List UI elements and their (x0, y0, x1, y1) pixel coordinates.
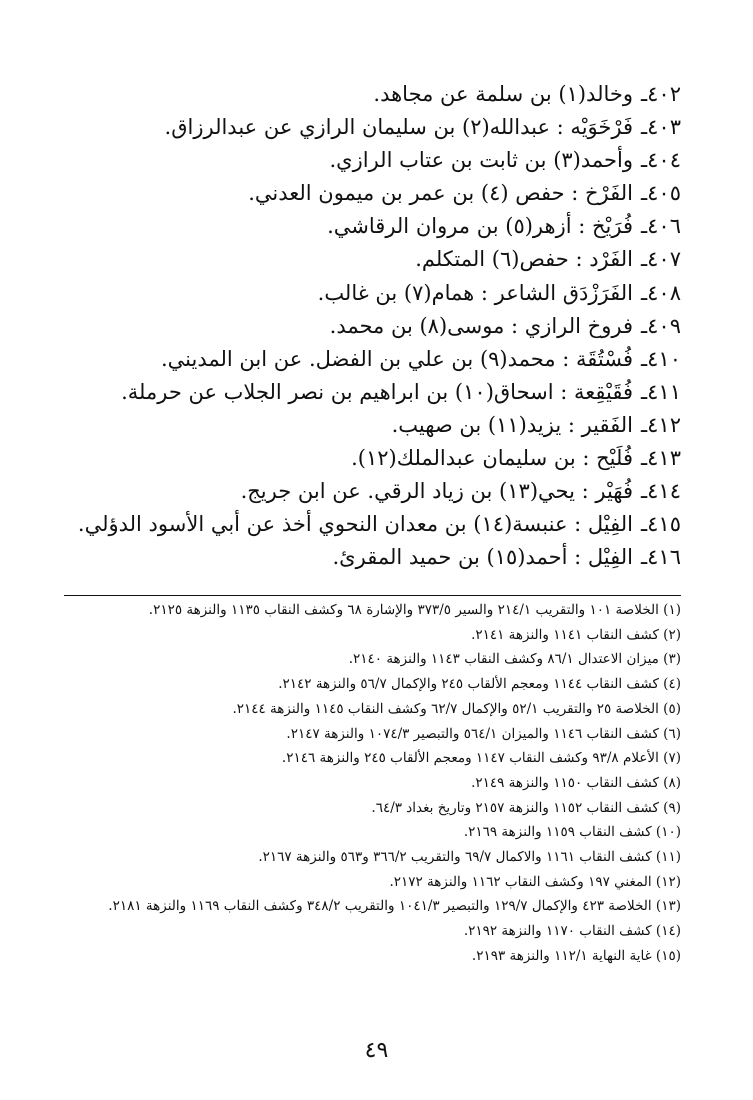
entry-number: ٤٠٦ـ (641, 214, 681, 239)
footnote-14: (١٤) كشف النقاب ١١٧٠ والنزهة ٢١٩٢. (463, 923, 681, 940)
entry-number: ٤١٥ـ (641, 512, 681, 537)
footnote-5: (٥) الخلاصة ٢٥ والتقريب ٥٢/١ والإكمال ٦٢/٧ وكشف النقاب ١١٤٥ والنزهة ٢١٤٤. (232, 700, 681, 717)
entry-text: فُقَيْقِعة : اسحاق(١٠) بن ابراهيم بن نصر الجلاب عن حرملة. (121, 379, 633, 404)
footnote-6: (٦) كشف النقاب ١١٤٦ والميزان ٥٦٤/١ والتبصير ١٠٧٤/٣ والنزهة ٢١٤٧. (286, 725, 681, 742)
entry-410 (61, 343, 681, 376)
entry-number: ٤١٠ـ (641, 346, 681, 371)
entry-405 (61, 177, 681, 210)
footnote-divider (64, 595, 681, 596)
footnote-12: (١٢) المغني ١٩٧ وكشف النقاب ١١٦٢ والنزهة ٢١٧٢. (389, 873, 681, 890)
entries-list (61, 78, 681, 574)
entry-416 (61, 541, 681, 574)
entry-408 (61, 277, 681, 310)
footnote-10: (١٠) كشف النقاب ١١٥٩ والنزهة ٢١٦٩. (463, 824, 681, 841)
footnote-3: (٣) ميزان الاعتدال ٨٦/١ وكشف النقاب ١١٤٣ والنزهة ٢١٤٠. (348, 651, 681, 668)
entry-number: ٤٠٣ـ (641, 115, 681, 140)
footnote-8: (٨) كشف النقاب ١١٥٠ والنزهة ٢١٤٩. (471, 774, 681, 791)
entry-text: فُهَيْر : يحي(١٣) بن زياد الرقي. عن ابن جريج. (240, 479, 633, 504)
page-number: ٤٩ (364, 1038, 389, 1063)
footnote-1: (١) الخلاصة ١٠١ والتقريب ٢١٤/١ والسير ٣٧٣/٥ والإشارة ٦٨ وكشف النقاب ١١٣٥ والنزهة ٢١٢٥. (148, 602, 681, 618)
footnote-11: (١١) كشف النقاب ١١٦١ والاكمال ٦٩/٧ والتقريب ٣٦٦/٢ و٥٦٣ والنزهة ٢١٦٧. (258, 849, 681, 866)
entry-text: فُرَيْخ : أزهر(٥) بن مروان الرقاشي. (327, 214, 633, 239)
entry-text: فُسْتُقَة : محمد(٩) بن علي بن الفضل. عن ابن المديني. (160, 346, 633, 371)
entry-number: ٤٠٤ـ (641, 148, 681, 173)
entry-text: الفَقير : يزيد(١١) بن صهيب. (391, 412, 633, 437)
entry-409 (61, 310, 681, 343)
entry-414 (61, 475, 681, 508)
footnote-15: (١٥) غاية النهاية ١١٢/١ والنزهة ٢١٩٣. (471, 947, 681, 964)
entry-number: ٤٠٥ـ (641, 181, 681, 206)
entry-number: ٤١٦ـ (641, 545, 681, 570)
entry-412 (61, 409, 681, 442)
entry-text: الفَرْد : حفص(٦) المتكلم. (415, 247, 633, 272)
entry-404 (61, 144, 681, 177)
footnote-7: (٧) الأعلام ٩٣/٨ وكشف النقاب ١١٤٧ ومعجم الألقاب ٢٤٥ والنزهة ٢١٤٦. (281, 750, 681, 767)
entry-text: وخالد(١) بن سلمة عن مجاهد. (373, 82, 633, 106)
footnote-4: (٤) كشف النقاب ١١٤٤ ومعجم الألقاب ٢٤٥ والإكمال ٥٦/٧ والنزهة ٢١٤٢. (278, 676, 681, 693)
entry-text: الفِيْل : عنبسة(١٤) بن معدان النحوي أخذ عن أبي الأسود الدؤلي. (77, 512, 633, 537)
entry-text: فروخ الرازي : موسى(٨) بن محمد. (329, 313, 633, 338)
entry-number: ٤١٣ـ (641, 446, 681, 471)
entry-407 (61, 243, 681, 276)
entry-415 (61, 508, 681, 541)
footnote-2: (٢) كشف النقاب ١١٤١ والنزهة ٢١٤١. (471, 626, 681, 643)
entry-number: ٤٠٨ـ (641, 280, 681, 305)
entry-403 (61, 111, 681, 144)
entry-text: وأحمد(٣) بن ثابت بن عتاب الرازي. (329, 148, 633, 173)
entry-406 (61, 210, 681, 243)
entry-number: ٤٠٧ـ (641, 247, 681, 272)
entry-text: الفَرَزْدَق الشاعر : همام(٧) بن غالب. (317, 280, 633, 305)
entry-413 (61, 442, 681, 475)
entry-number: ٤١١ـ (641, 379, 681, 404)
footnote-13: (١٣) الخلاصة ٤٢٣ والإكمال ١٢٩/٧ والتبصير ١٠٤١/٣ والتقريب ٣٤٨/٢ وكشف النقاب ١١٦٩ والنزهة ٢١٨١. (108, 898, 681, 915)
entry-text: فَرْخَوَيْه : عبدالله(٢) بن سليمان الرازي عن عبدالرزاق. (164, 115, 633, 140)
entry-number: ٤٠٢ـ (641, 82, 681, 106)
entry-text: فُلَيْح : بن سليمان عبدالملك(١٢). (351, 446, 633, 471)
entry-number: ٤١٤ـ (641, 479, 681, 504)
entry-text: الفِيْل : أحمد(١٥) بن حميد المقرئ. (332, 545, 633, 570)
entry-411 (61, 376, 681, 409)
footnote-9: (٩) كشف النقاب ١١٥٢ والنزهة ٢١٥٧ وتاريخ بغداد ٦٤/٣. (371, 799, 681, 816)
entry-402 (61, 78, 681, 111)
entry-number: ٤٠٩ـ (641, 313, 681, 338)
footnotes-list (64, 598, 681, 969)
entry-text: الفَرْخ : حفص (٤) بن عمر بن ميمون العدني. (248, 181, 633, 206)
entry-number: ٤١٢ـ (641, 412, 681, 437)
